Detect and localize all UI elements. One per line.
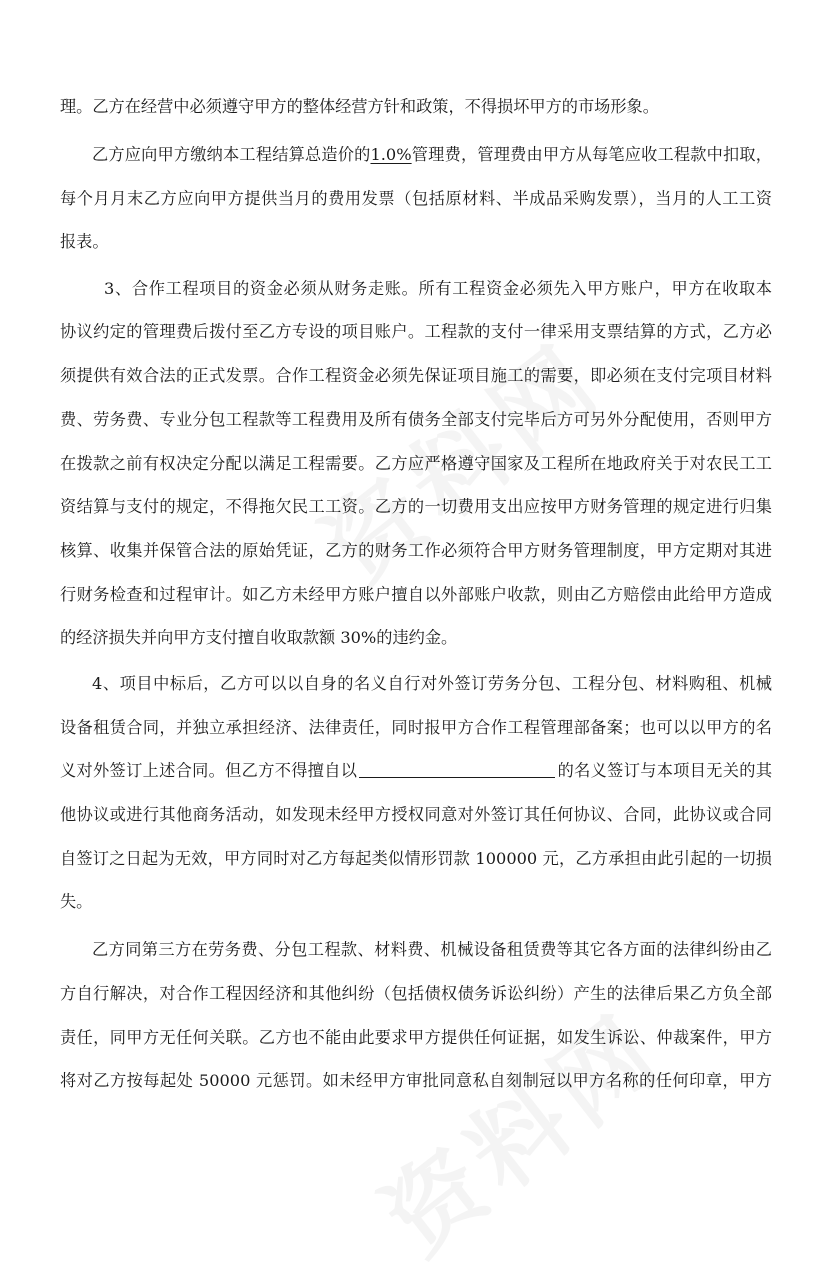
paragraph-line — [60, 759, 772, 783]
paragraph-line: 协议约定的管理费后拨付至乙方专设的项目账户。工程款的支付一律采用支票结算的方式，乙方必 — [60, 322, 772, 341]
paragraph-line: 核算、收集并保管合法的原始凭证，乙方的财务工作必须符合甲方财务管理制度，甲方定期对其进 — [60, 541, 772, 560]
paragraph-line: 理。乙方在经营中必须遵守甲方的整体经营方针和政策，不得损坏甲方的市场形象。 — [60, 97, 659, 116]
paragraph-line: 资结算与支付的规定，不得拖欠民工工资。乙方的一切费用支出应按甲方财务管理的规定进行归集 — [60, 497, 772, 516]
management-fee-rate: 1.0% — [370, 145, 412, 164]
text-run: 的名义签订与本项目无关的其 — [557, 761, 773, 780]
paragraph-line: 失。 — [60, 892, 93, 911]
text-run: 义对外签订上述合同。但乙方不得擅自以 — [60, 761, 358, 780]
paragraph-line: 他协议或进行其他商务活动，如发现未经甲方授权同意对外签订其任何协议、合同，此协议或合同 — [60, 805, 772, 824]
paragraph-line: 的经济损失并向甲方支付擅自收取款额 30%的违约金。 — [60, 628, 458, 647]
paragraph-line: 3、合作工程项目的资金必须从财务走账。所有工程资金必须先入甲方账户，甲方在收取本 — [104, 279, 772, 298]
paragraph-line: 方自行解决，对合作工程因经济和其他纠纷（包括债权债务诉讼纠纷）产生的法律后果乙方负全部 — [60, 984, 772, 1003]
paragraph-line: 行财务检查和过程审计。如乙方未经甲方账户擅自以外部账户收款，则由乙方赔偿由此给甲方造成 — [60, 585, 772, 604]
paragraph-line: 在拨款之前有权决定分配以满足工程需要。乙方应严格遵守国家及工程所在地政府关于对农民工工 — [60, 454, 772, 473]
paragraph-line — [92, 143, 772, 167]
paragraph-line: 自签订之日起为无效，甲方同时对乙方每起类似情形罚款 100000 元，乙方承担由此引起的一切损 — [60, 849, 772, 868]
text-run: 管理费，管理费由甲方从每笔应收工程款中扣取， — [411, 145, 772, 164]
paragraph-line: 报表。 — [60, 232, 109, 251]
paragraph-line: 设备租赁合同，并独立承担经济、法律责任，同时报甲方合作工程管理部备案；也可以以甲方的名 — [60, 718, 772, 737]
paragraph-line: 须提供有效合法的正式发票。合作工程资金必须先保证项目施工的需要，即必须在支付完项目材料 — [60, 366, 772, 385]
paragraph-line: 每个月月末乙方应向甲方提供当月的费用发票（包括原材料、半成品采购发票），当月的人工工资 — [60, 189, 772, 208]
watermark — [352, 977, 687, 1280]
text-run: 乙方应向甲方缴纳本工程结算总造价的 — [92, 145, 371, 164]
fill-in-blank — [359, 759, 555, 778]
paragraph-line: 乙方同第三方在劳务费、分包工程款、材料费、机械设备租赁费等其它各方面的法律纠纷由乙 — [92, 940, 772, 959]
paragraph-line: 4、项目中标后，乙方可以以自身的名义自行对外签订劳务分包、工程分包、材料购租、机械 — [92, 674, 772, 693]
paragraph-line: 费、劳务费、专业分包工程款等工程费用及所有债务全部支付完毕后方可另外分配使用，否则甲方 — [60, 410, 772, 429]
paragraph-line: 责任，同甲方无任何关联。乙方也不能由此要求甲方提供任何证据，如发生诉讼、仲裁案件，甲方 — [60, 1028, 772, 1047]
paragraph-line: 将对乙方按每起处 50000 元惩罚。如未经甲方审批同意私自刻制冠以甲方名称的任何印章，甲方 — [60, 1071, 772, 1090]
